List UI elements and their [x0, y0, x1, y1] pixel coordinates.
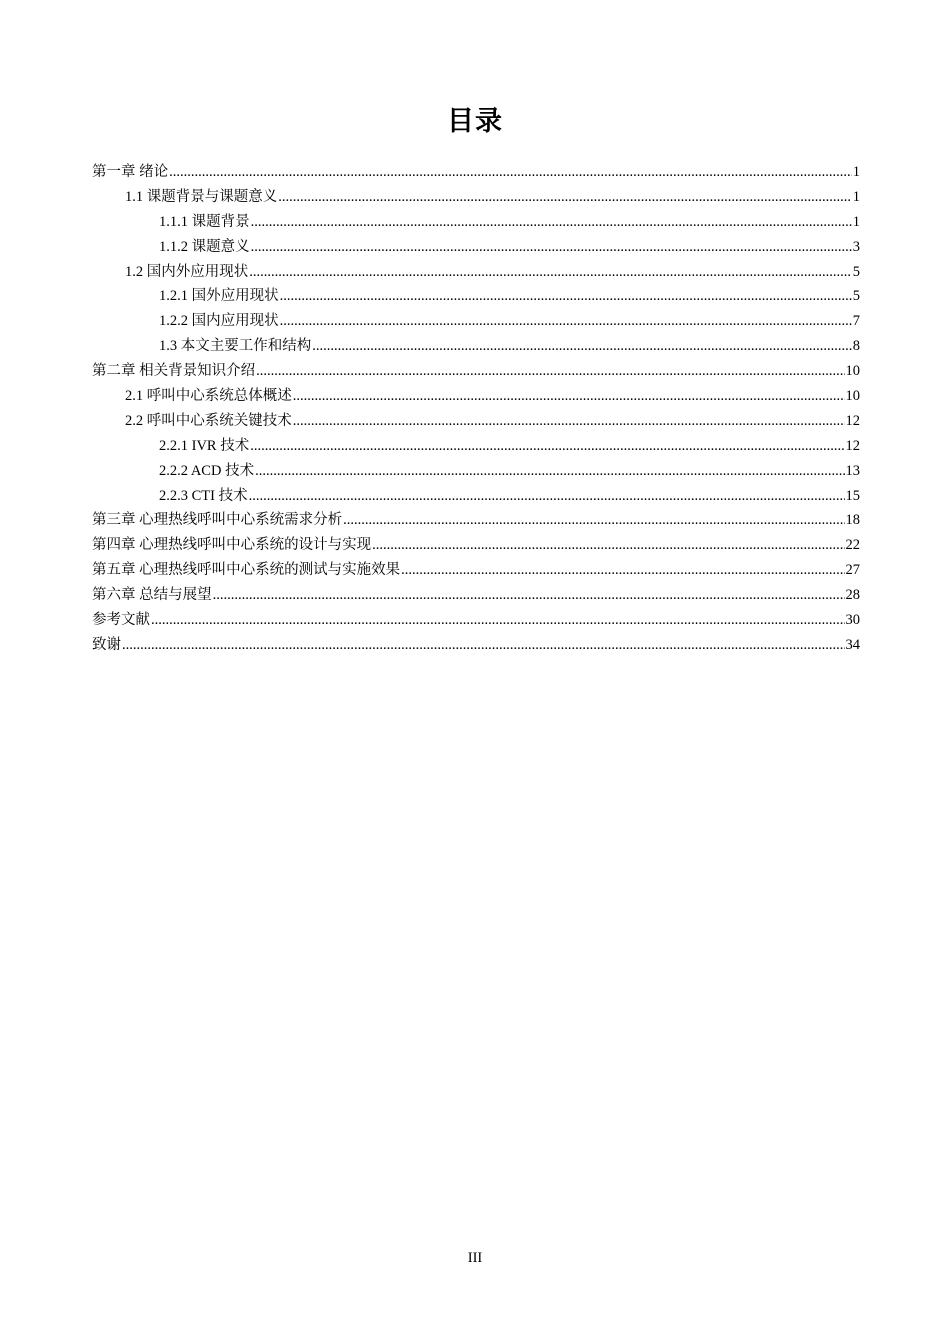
toc-entry-page: 10 [845, 363, 860, 380]
toc-entry-label: 第一章 绪论 [92, 164, 169, 180]
toc-entry-page: 7 [852, 313, 860, 330]
toc-entry-page: 5 [852, 288, 860, 305]
toc-dot-leader [280, 284, 852, 309]
toc-entry-page: 30 [845, 612, 860, 629]
toc-entry-label: 2.2.3 CTI 技术 [159, 487, 248, 504]
toc-entry-section-1-2-2[interactable] [92, 309, 860, 334]
toc-entry-chapter-2[interactable] [92, 359, 860, 384]
toc-dot-leader [169, 160, 852, 185]
toc-dot-leader [256, 359, 844, 384]
toc-entry-page: 18 [845, 512, 860, 529]
toc-entry-section-1-2-1[interactable] [92, 284, 860, 309]
page-number: III [467, 1250, 483, 1266]
toc-entry-page: 34 [845, 636, 860, 653]
toc-entry-label: 第五章 心理热线呼叫中心系统的测试与实施效果 [92, 562, 401, 579]
toc-dot-leader [249, 484, 845, 509]
toc-entry-section-2-2-2[interactable] [92, 459, 860, 484]
toc-dot-leader [213, 583, 845, 608]
toc-entry-label: 第六章 总结与展望 [92, 587, 212, 604]
table-of-contents [92, 160, 860, 658]
toc-entry-page: 28 [845, 587, 860, 604]
toc-entry-page: 13 [845, 462, 860, 479]
toc-entry-page: 8 [852, 338, 860, 355]
toc-entry-page: 5 [852, 263, 860, 280]
toc-dot-leader [249, 260, 852, 285]
toc-entry-section-2-2-3[interactable] [92, 484, 860, 509]
toc-entry-page: 10 [845, 388, 860, 405]
toc-entry-label: 1.3 本文主要工作和结构 [159, 338, 312, 355]
toc-dot-leader [278, 185, 852, 210]
toc-entry-section-1-3[interactable] [92, 334, 860, 359]
toc-entry-section-1-1[interactable] [92, 185, 860, 210]
toc-entry-section-1-1-1[interactable] [92, 210, 860, 235]
toc-entry-label: 第四章 心理热线呼叫中心系统的设计与实现 [92, 537, 372, 554]
toc-dot-leader [312, 334, 852, 359]
toc-entry-label: 1.1.2 课题意义 [159, 238, 250, 255]
toc-dot-leader [293, 409, 845, 434]
toc-entry-label: 2.2.1 IVR 技术 [159, 437, 250, 454]
toc-dot-leader [343, 508, 844, 533]
toc-entry-page: 22 [845, 537, 860, 554]
toc-entry-label: 第二章 相关背景知识介绍 [92, 363, 256, 380]
toc-entry-label: 1.2 国内外应用现状 [125, 263, 249, 280]
toc-entry-chapter-1[interactable] [92, 160, 860, 185]
toc-entry-section-2-1[interactable] [92, 384, 860, 409]
toc-dot-leader [251, 235, 852, 260]
toc-dot-leader [251, 210, 852, 235]
toc-entry-chapter-6[interactable] [92, 583, 860, 608]
page-title: 目录 [447, 106, 503, 137]
toc-dot-leader [122, 633, 845, 658]
toc-dot-leader [401, 558, 844, 583]
toc-entry-page: 12 [845, 412, 860, 429]
toc-entry-label: 1.2.2 国内应用现状 [159, 313, 279, 330]
toc-entry-label: 2.1 呼叫中心系统总体概述 [125, 388, 292, 405]
toc-dot-leader [372, 533, 844, 558]
toc-entry-label: 致谢 [92, 636, 121, 653]
toc-entry-label: 参考文献 [92, 612, 150, 629]
toc-entry-section-1-2[interactable] [92, 260, 860, 285]
toc-entry-references[interactable] [92, 608, 860, 633]
toc-entry-page: 12 [845, 437, 860, 454]
toc-entry-page: 1 [852, 188, 860, 205]
toc-entry-section-2-2[interactable] [92, 409, 860, 434]
toc-entry-label: 1.1 课题背景与课题意义 [125, 188, 278, 205]
toc-entry-acknowledgements[interactable] [92, 633, 860, 658]
toc-entry-label: 1.1.1 课题背景 [159, 213, 250, 230]
toc-entry-page: 15 [845, 487, 860, 504]
toc-entry-page: 1 [852, 164, 860, 180]
toc-dot-leader [151, 608, 845, 633]
toc-entry-label: 2.2.2 ACD 技术 [159, 462, 255, 479]
toc-dot-leader [280, 309, 852, 334]
toc-entry-page: 3 [852, 238, 860, 255]
toc-dot-leader [293, 384, 845, 409]
toc-entry-section-2-2-1[interactable] [92, 434, 860, 459]
toc-entry-section-1-1-2[interactable] [92, 235, 860, 260]
toc-dot-leader [255, 459, 844, 484]
toc-entry-label: 1.2.1 国外应用现状 [159, 288, 279, 305]
toc-entry-chapter-5[interactable] [92, 558, 860, 583]
toc-entry-label: 2.2 呼叫中心系统关键技术 [125, 412, 292, 429]
toc-entry-chapter-3[interactable] [92, 508, 860, 533]
toc-entry-page: 27 [845, 562, 860, 579]
toc-dot-leader [250, 434, 844, 459]
toc-entry-page: 1 [852, 213, 860, 230]
toc-entry-chapter-4[interactable] [92, 533, 860, 558]
toc-entry-label: 第三章 心理热线呼叫中心系统需求分析 [92, 512, 343, 529]
